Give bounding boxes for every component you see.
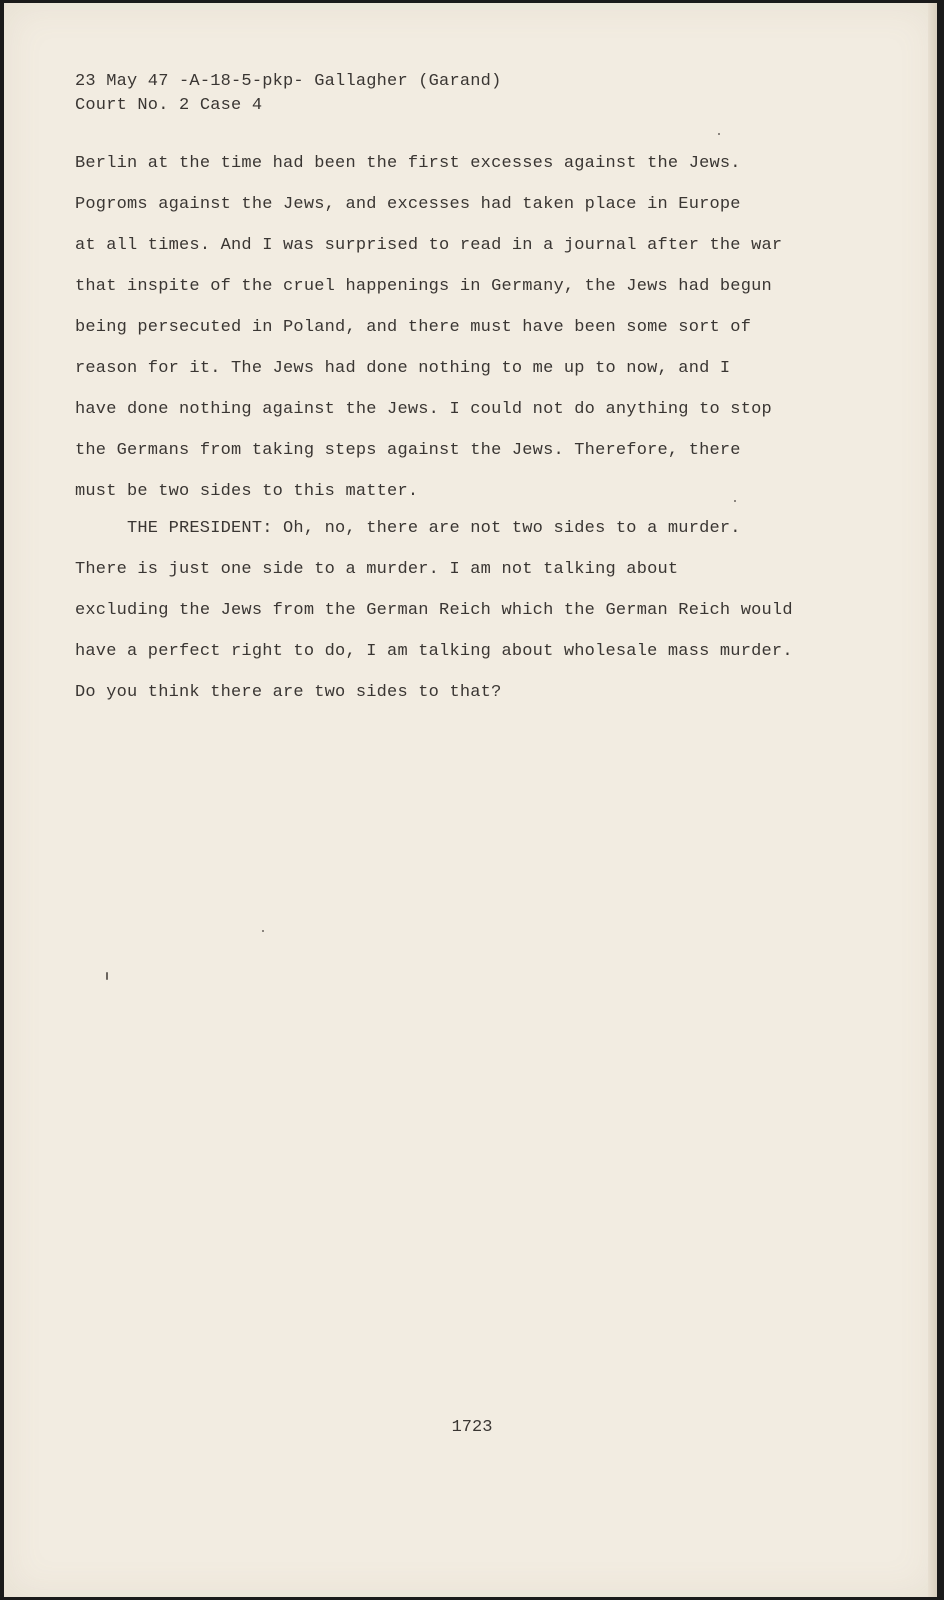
body-line: Do you think there are two sides to that? xyxy=(75,683,502,702)
header-court-line: Court No. 2 Case 4 xyxy=(75,96,263,115)
speaker-line-president: THE PRESIDENT: Oh, no, there are not two sides to a murder. xyxy=(127,519,741,538)
paper-speck xyxy=(262,930,264,932)
body-line: Pogroms against the Jews, and excesses had taken place in Europe xyxy=(75,195,741,214)
body-line: Berlin at the time had been the first excesses against the Jews. xyxy=(75,154,741,173)
header-date-line: 23 May 47 -A-18-5-pkp- Gallagher (Garand) xyxy=(75,72,502,91)
body-line: reason for it. The Jews had done nothing to me up to now, and I xyxy=(75,359,731,378)
body-line: at all times. And I was surprised to read in a journal after the war xyxy=(75,236,783,255)
paper-speck xyxy=(718,133,720,135)
body-line: the Germans from taking steps against the Jews. Therefore, there xyxy=(75,441,741,460)
body-line: There is just one side to a murder. I am not talking about xyxy=(75,560,679,579)
body-line: have done nothing against the Jews. I could not do anything to stop xyxy=(75,400,772,419)
paper-speck xyxy=(734,500,736,502)
body-line: excluding the Jews from the German Reich which the German Reich would xyxy=(75,601,793,620)
paper-speck xyxy=(106,972,108,980)
body-line: have a perfect right to do, I am talking about wholesale mass murder. xyxy=(75,642,793,661)
body-line: that inspite of the cruel happenings in Germany, the Jews had begun xyxy=(75,277,772,296)
page-edge xyxy=(928,3,937,1597)
body-line: being persecuted in Poland, and there must have been some sort of xyxy=(75,318,752,337)
page-number: 1723 xyxy=(451,1418,493,1437)
body-line: must be two sides to this matter. xyxy=(75,482,419,501)
transcript-body xyxy=(75,152,895,722)
